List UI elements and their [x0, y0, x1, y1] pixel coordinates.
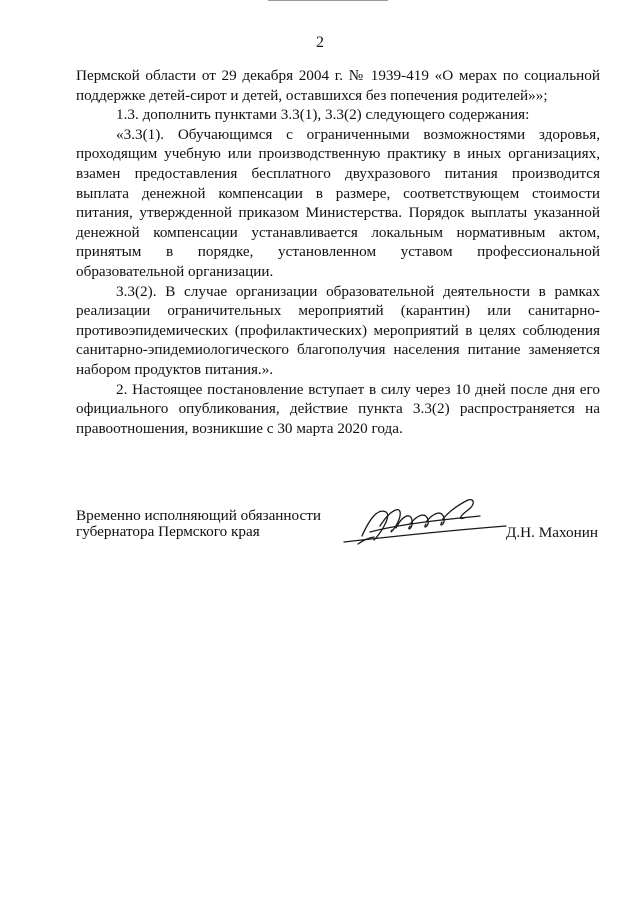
paragraph-continuation: Пермской области от 29 декабря 2004 г. № 1939-419 «О мерах по социальной поддержке детей-сирот и детей, оставшихся без попечения родителей»»;	[76, 67, 600, 104]
handwritten-signature	[340, 490, 510, 552]
page-number: 2	[316, 34, 324, 51]
paragraph-clause-3-3-2: 3.3(2). В случае организации образовательной деятельности в рамках реализации ограничительных мероприятий (карантин) или санитарно-противоэпидемических (профилактических) мероприятий в целях соблюдения санитарно-эпидемиологического благополучия населения питание заменяется набором продуктов питания.».	[76, 282, 600, 378]
paragraph-effective-date: 2. Настоящее постановление вступает в силу через 10 дней после дня его официального опубликования, действие пункта 3.3(2) распространяется на правоотношения, возникшие с 30 марта 2020 года.	[76, 380, 600, 437]
signatory-title-line-1: Временно исполняющий обязанности	[76, 507, 322, 524]
signer-name: Д.Н. Махонин	[506, 524, 598, 541]
document-body	[76, 66, 600, 438]
signatory-title	[76, 508, 321, 540]
paragraph-clause-3-3-1: «3.3(1). Обучающимся с ограниченными возможностями здоровья, проходящим учебную или производственную практику в иных организациях, взамен предоставления бесплатного двухразового питания производится выплата денежной компенсации в размере, соответствующем стоимости питания, утвержденной приказом Министерства. Порядок выплаты указанной денежной компенсации устанавливается локальным нормативным актом, принятым в порядке, установленном уставом профессиональной образовательной организации.	[76, 125, 600, 280]
signatory-title-line-2: губернатора Пермского края	[76, 523, 260, 540]
paragraph-amendment-intro: 1.3. дополнить пунктами 3.3(1), 3.3(2) следующего содержания:	[116, 106, 530, 124]
top-rule	[268, 0, 388, 1]
